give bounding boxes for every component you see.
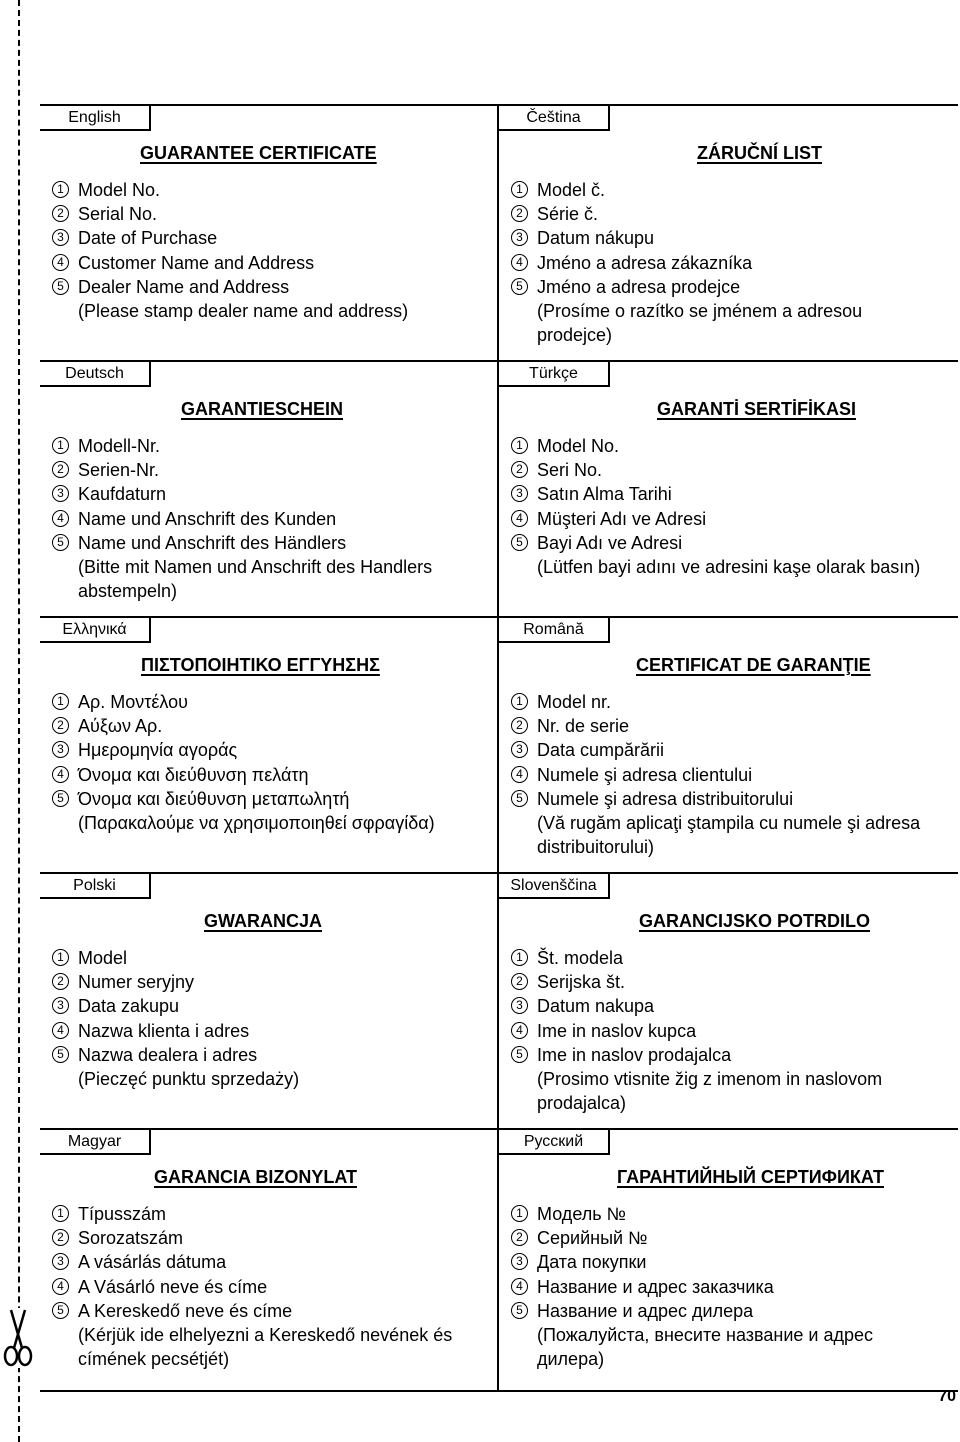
list-item: 1 Št. modela — [499, 946, 958, 970]
circled-number-1: 1 — [511, 949, 528, 966]
circled-number-5: 5 — [52, 278, 69, 295]
list-item: 3 Дата покупки — [499, 1250, 958, 1274]
stamp-note: (Lütfen bayi adını ve adresini kaşe olarak basın) — [537, 557, 921, 577]
list-item: 5 Όνομα και διεύθυνση μεταπωλητή — [40, 787, 497, 811]
circled-number-3: 3 — [511, 1253, 528, 1270]
list-item: 4 A Vásárló neve és címe — [40, 1275, 497, 1299]
circled-number-2: 2 — [511, 205, 528, 222]
section-greek — [40, 618, 497, 874]
circled-number-2: 2 — [52, 205, 69, 222]
section-hungarian — [40, 1130, 497, 1390]
list-item: 4 Jméno a adresa zákazníka — [499, 251, 958, 275]
list-item: 3 Data cumpărării — [499, 738, 958, 762]
circled-number-3: 3 — [511, 741, 528, 758]
section-title: GWARANCJA — [204, 911, 323, 931]
section-german — [40, 362, 497, 618]
circled-number-1: 1 — [511, 1205, 528, 1222]
section-slovenian — [499, 874, 958, 1130]
section-title: GARANTIESCHEIN — [181, 399, 344, 419]
circled-number-2: 2 — [52, 461, 69, 478]
circled-number-3: 3 — [52, 1253, 69, 1270]
circled-number-2: 2 — [511, 973, 528, 990]
list-item: 1 Típusszám — [40, 1202, 497, 1226]
circled-number-5: 5 — [52, 790, 69, 807]
stamp-note: (Vă rugăm aplicaţi ştampila cu numele şi adresa distribuitorului) — [537, 813, 921, 858]
list-item: 5 Bayi Adı ve Adresi — [499, 531, 958, 555]
stamp-note: (Kérjük ide elhelyezni a Kereskedő nevének és címének pecsétjét) — [78, 1325, 453, 1370]
list-item: 3 Satın Alma Tarihi — [499, 482, 958, 506]
list-item: 5 Numele şi adresa distribuitorului — [499, 787, 958, 811]
stamp-note: (Prosimo vtisnite žig z imenom in naslovom prodajalca) — [537, 1069, 883, 1114]
item-list — [40, 178, 497, 299]
list-item: 3 Data zakupu — [40, 994, 497, 1018]
scissors-icon — [2, 1308, 34, 1368]
list-item: 5 Ime in naslov prodajalca — [499, 1043, 958, 1067]
list-item: 2 Серийный № — [499, 1226, 958, 1250]
list-item: 2 Sorozatszám — [40, 1226, 497, 1250]
circled-number-5: 5 — [511, 1302, 528, 1319]
circled-number-4: 4 — [511, 510, 528, 527]
section-title: GARANCIJSKO POTRDILO — [639, 911, 871, 931]
stamp-note: (Παρακαλούμε να χρησιμοποιηθεί σφραγίδα) — [78, 813, 435, 833]
stamp-note: (Please stamp dealer name and address) — [78, 301, 409, 321]
language-tag: Ελληνικά — [40, 618, 151, 643]
list-item: 2 Αύξων Αρ. — [40, 714, 497, 738]
list-item: 1 Model — [40, 946, 497, 970]
circled-number-3: 3 — [511, 485, 528, 502]
circled-number-5: 5 — [511, 278, 528, 295]
list-item: 1 Model nr. — [499, 690, 958, 714]
stamp-note: (Bitte mit Namen und Anschrift des Handlers abstempeln) — [78, 557, 433, 602]
circled-number-1: 1 — [52, 181, 69, 198]
circled-number-5: 5 — [52, 1046, 69, 1063]
list-item: 5 Dealer Name and Address — [40, 275, 497, 299]
section-english — [40, 106, 497, 362]
list-item: 4 Numele şi adresa clientului — [499, 763, 958, 787]
circled-number-5: 5 — [52, 1302, 69, 1319]
circled-number-2: 2 — [511, 461, 528, 478]
list-item: 2 Série č. — [499, 202, 958, 226]
stamp-note: (Pieczęć punktu sprzedaży) — [78, 1069, 300, 1089]
list-item: 5 Name und Anschrift des Händlers — [40, 531, 497, 555]
circled-number-4: 4 — [511, 766, 528, 783]
circled-number-3: 3 — [52, 485, 69, 502]
list-item: 4 Customer Name and Address — [40, 251, 497, 275]
list-item: 2 Numer seryjny — [40, 970, 497, 994]
item-list — [499, 434, 958, 555]
item-list — [40, 690, 497, 811]
list-item: 1 Model č. — [499, 178, 958, 202]
list-item: 3 A vásárlás dátuma — [40, 1250, 497, 1274]
item-list — [40, 946, 497, 1067]
circled-number-1: 1 — [511, 437, 528, 454]
list-item: 1 Αρ. Μοντέλου — [40, 690, 497, 714]
circled-number-5: 5 — [511, 790, 528, 807]
circled-number-4: 4 — [511, 1278, 528, 1295]
section-title: ГАРАНТИЙНЫЙ СЕРТИФИКАТ — [617, 1167, 885, 1187]
language-tag: Română — [499, 618, 610, 643]
list-item: 1 Модель № — [499, 1202, 958, 1226]
section-czech — [499, 106, 958, 362]
item-list — [499, 690, 958, 811]
list-item: 2 Nr. de serie — [499, 714, 958, 738]
section-title: GUARANTEE CERTIFICATE — [140, 143, 377, 163]
circled-number-2: 2 — [511, 717, 528, 734]
list-item: 1 Model No. — [499, 434, 958, 458]
language-tag: Polski — [40, 874, 151, 899]
list-item: 3 Kaufdaturn — [40, 482, 497, 506]
list-item: 5 A Kereskedő neve és címe — [40, 1299, 497, 1323]
section-title: ΠΙΣΤΟΠΟΙΗΤΙΚΟ ΕΓΓΥΗΣΗΣ — [141, 655, 380, 675]
circled-number-1: 1 — [52, 693, 69, 710]
circled-number-4: 4 — [52, 254, 69, 271]
list-item: 5 Название и адрес дилера — [499, 1299, 958, 1323]
list-item: 4 Name und Anschrift des Kunden — [40, 507, 497, 531]
circled-number-1: 1 — [511, 693, 528, 710]
language-tag: Русский — [499, 1130, 610, 1155]
item-list — [499, 1202, 958, 1323]
list-item: 1 Modell-Nr. — [40, 434, 497, 458]
list-item: 4 Müşteri Adı ve Adresi — [499, 507, 958, 531]
section-title: GARANCIA BIZONYLAT — [154, 1167, 357, 1187]
circled-number-4: 4 — [52, 1278, 69, 1295]
list-item: 4 Nazwa klienta i adres — [40, 1019, 497, 1043]
circled-number-2: 2 — [52, 717, 69, 734]
list-item: 5 Nazwa dealera i adres — [40, 1043, 497, 1067]
language-tag: Magyar — [40, 1130, 151, 1155]
circled-number-4: 4 — [52, 510, 69, 527]
circled-number-3: 3 — [511, 229, 528, 246]
section-polish — [40, 874, 497, 1130]
circled-number-1: 1 — [52, 437, 69, 454]
item-list — [40, 1202, 497, 1323]
list-item: 4 Ime in naslov kupca — [499, 1019, 958, 1043]
section-title: GARANTİ SERTİFİKASI — [657, 399, 857, 419]
circled-number-3: 3 — [511, 997, 528, 1014]
list-item: 2 Serial No. — [40, 202, 497, 226]
circled-number-1: 1 — [52, 949, 69, 966]
list-item: 5 Jméno a adresa prodejce — [499, 275, 958, 299]
circled-number-2: 2 — [52, 973, 69, 990]
list-item: 3 Date of Purchase — [40, 226, 497, 250]
circled-number-5: 5 — [52, 534, 69, 551]
list-item: 1 Model No. — [40, 178, 497, 202]
section-title: CERTIFICAT DE GARANŢIE — [636, 655, 871, 675]
language-tag: Slovenščina — [499, 874, 610, 899]
item-list — [499, 178, 958, 299]
stamp-note: (Пожалуйста, внесите название и адрес дилера) — [537, 1325, 873, 1370]
circled-number-4: 4 — [52, 766, 69, 783]
list-item: 4 Όνομα και διεύθυνση πελάτη — [40, 763, 497, 787]
list-item: 2 Serien-Nr. — [40, 458, 497, 482]
circled-number-3: 3 — [52, 229, 69, 246]
list-item: 2 Seri No. — [499, 458, 958, 482]
circled-number-1: 1 — [52, 1205, 69, 1222]
page-number: 70 — [938, 1388, 956, 1405]
section-title: ZÁRUČNÍ LIST — [697, 143, 822, 163]
circled-number-4: 4 — [511, 1022, 528, 1039]
section-turkish — [499, 362, 958, 618]
section-russian — [499, 1130, 958, 1390]
language-tag: Türkçe — [499, 362, 610, 387]
language-tag: Čeština — [499, 106, 610, 131]
list-item: 2 Serijska št. — [499, 970, 958, 994]
guarantee-grid — [40, 104, 958, 1392]
circled-number-2: 2 — [52, 1229, 69, 1246]
language-tag: English — [40, 106, 151, 131]
item-list — [499, 946, 958, 1067]
circled-number-1: 1 — [511, 181, 528, 198]
circled-number-5: 5 — [511, 1046, 528, 1063]
list-item: 4 Название и адрес заказчика — [499, 1275, 958, 1299]
section-romanian — [499, 618, 958, 874]
circled-number-4: 4 — [52, 1022, 69, 1039]
item-list — [40, 434, 497, 555]
circled-number-3: 3 — [52, 741, 69, 758]
list-item: 3 Datum nakupa — [499, 994, 958, 1018]
cut-line — [18, 0, 20, 1442]
list-item: 3 Ημερομηνία αγοράς — [40, 738, 497, 762]
circled-number-4: 4 — [511, 254, 528, 271]
circled-number-3: 3 — [52, 997, 69, 1014]
circled-number-2: 2 — [511, 1229, 528, 1246]
stamp-note: (Prosíme o razítko se jménem a adresou prodejce) — [537, 301, 863, 346]
list-item: 3 Datum nákupu — [499, 226, 958, 250]
language-tag: Deutsch — [40, 362, 151, 387]
circled-number-5: 5 — [511, 534, 528, 551]
